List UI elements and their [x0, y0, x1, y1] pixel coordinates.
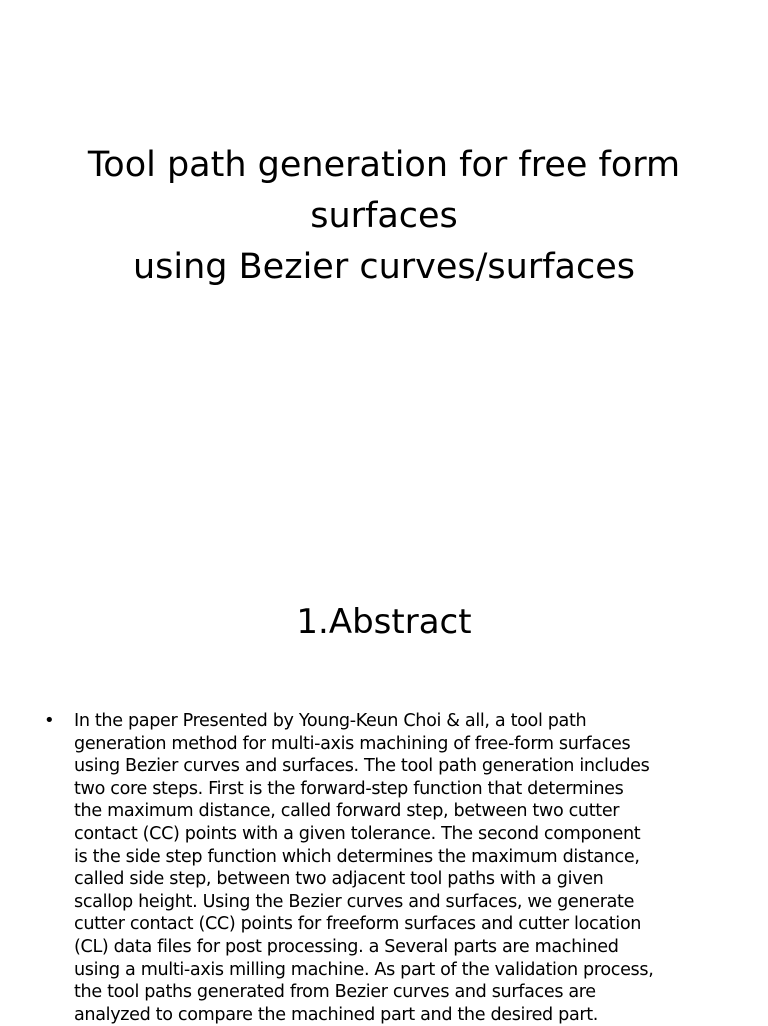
text-line: the tool paths generated from Bezier curves and surfaces are: [74, 982, 596, 1003]
bullet-text: [74, 710, 653, 1026]
title-line: Tool path generation for free form: [87, 145, 681, 185]
bullet-list: [0, 710, 653, 1026]
title-line: surfaces: [310, 196, 458, 236]
text-line: is the side step function which determines the maximum distance,: [74, 846, 640, 867]
text-line: analyzed to compare the machined part and the desired part.: [74, 1004, 599, 1025]
text-line: using Bezier curves and surfaces. The tool path generation includes: [74, 756, 650, 777]
bullet-item: [0, 710, 653, 1026]
text-line: scallop height. Using the Bezier curves and surfaces, we generate: [74, 891, 635, 912]
section-heading: 1.Abstract: [296, 602, 472, 642]
title-line: using Bezier curves/surfaces: [132, 247, 636, 287]
slide-title: [40, 140, 728, 293]
text-line: using a multi-axis milling machine. As part of the validation process,: [74, 959, 654, 980]
text-line: called side step, between two adjacent tool paths with a given: [74, 869, 604, 890]
text-line: In the paper Presented by Young-Keun Choi & all, a tool path: [74, 711, 587, 731]
text-line: the maximum distance, called forward step, between two cutter: [74, 801, 620, 822]
text-line: cutter contact (CC) points for freeform surfaces and cutter location: [74, 914, 642, 935]
text-line: two core steps. First is the forward-step function that determines: [74, 778, 624, 799]
text-line: (CL) data files for post processing. a Several parts are machined: [74, 936, 619, 957]
text-line: generation method for multi-axis machining of free-form surfaces: [74, 733, 631, 754]
bullet-icon: •: [44, 710, 55, 731]
abstract-slide: [0, 560, 768, 1024]
text-line: contact (CC) points with a given tolerance. The second component: [74, 823, 641, 844]
